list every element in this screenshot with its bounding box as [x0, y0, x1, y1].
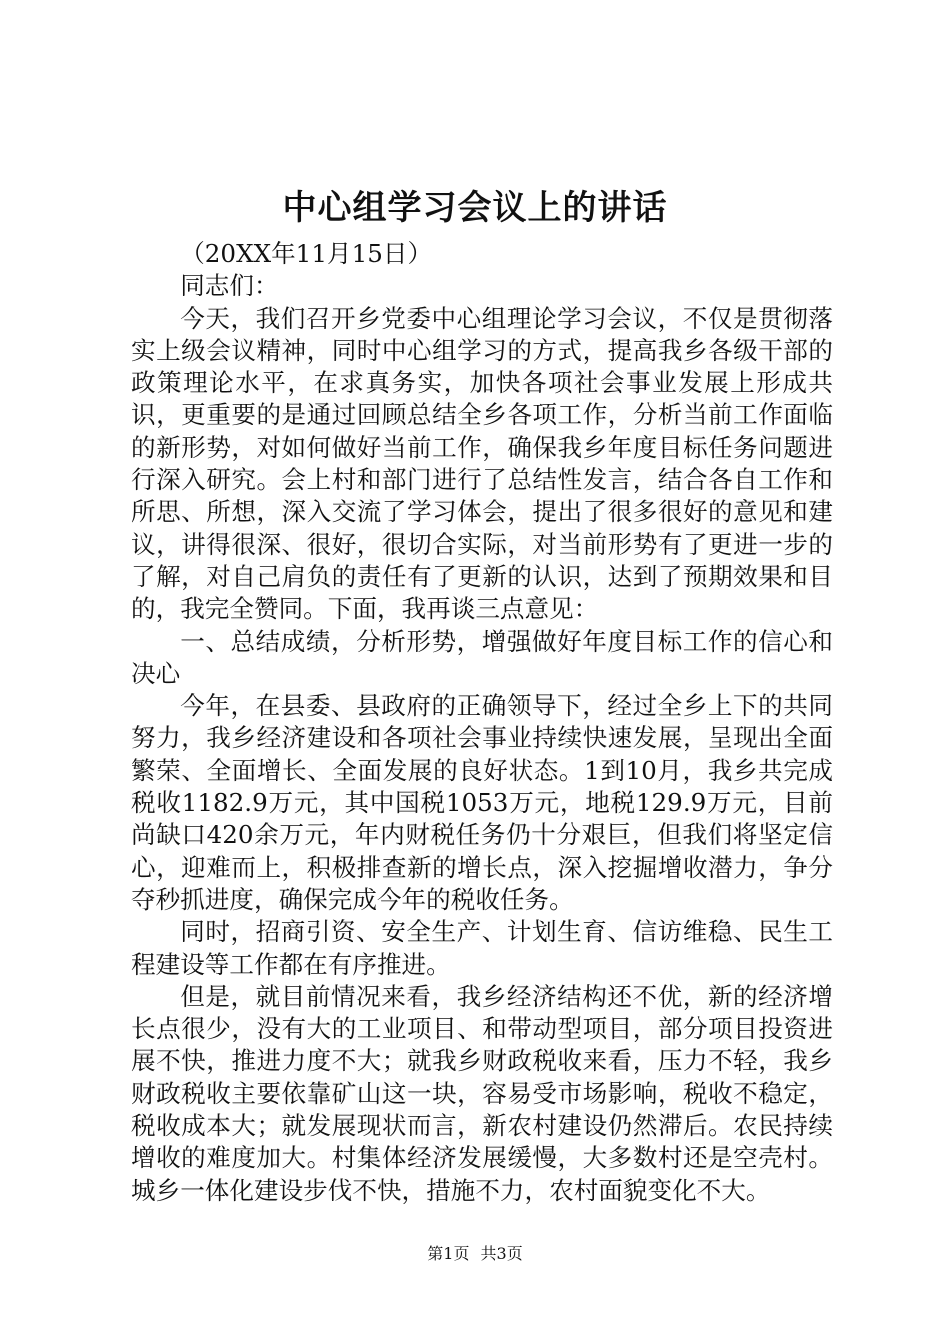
page-number-total: 共3页 [480, 1244, 523, 1263]
page-footer [0, 1242, 950, 1266]
date-line: （20XX年11月15日） [180, 239, 433, 268]
document-body [131, 238, 833, 1207]
paragraph-intro: 今天，我们召开乡党委中心组理论学习会议，不仅是贯彻落实上级会议精神，同时中心组学习的方式，提高我乡各级干部的政策理论水平，在求真务实，加快各项社会事业发展上形成共识，更重要的是通过回顾总结全乡各项工作，分析当前工作面临的新形势，对如何做好当前工作，确保我乡年度目标任务问题进行深入研究。会上村和部门进行了总结性发言，结合各自工作和所思、所想，深入交流了学习体会，提出了很多很好的意见和建议，讲得很深、很好，很切合实际，对当前形势有了更进一步的了解，对自己肩负的责任有了更新的认识，达到了预期效果和目的，我完全赞同。下面，我再谈三点意见： [131, 303, 833, 624]
paragraph-other-work: 同时，招商引资、安全生产、计划生育、信访维稳、民生工程建设等工作都在有序推进。 [131, 917, 833, 979]
paragraph-achievements: 今年，在县委、县政府的正确领导下，经过全乡上下的共同努力，我乡经济建设和各项社会事业持续快速发展，呈现出全面繁荣、全面增长、全面发展的良好状态。1到10月，我乡共完成税收1182.9万元，其中国税1053万元，地税129.9万元，目前尚缺口420余万元，年内财税任务仍十分艰巨，但我们将坚定信心，迎难而上，积极排查新的增长点，深入挖掘增收潜力，争分夺秒抓进度，确保完成今年的税收任务。 [131, 691, 833, 914]
salutation: 同志们： [180, 271, 279, 301]
section-heading-1: 一、总结成绩，分析形势，增强做好年度目标工作的信心和决心 [131, 626, 833, 688]
document-title: 中心组学习会议上的讲话 [282, 188, 668, 228]
paragraph-problems: 但是，就目前情况来看，我乡经济结构还不优，新的经济增长点很少，没有大的工业项目、和带动型项目，部分项目投资进展不快，推进力度不大；就我乡财政税收来看，压力不轻，我乡财政税收主要依靠矿山这一块，容易受市场影响，税收不稳定，税收成本大；就发展现状而言，新农村建设仍然滞后。农民持续增收的难度加大。村集体经济发展缓慢，大多数村还是空壳村。城乡一体化建设步伐不快，措施不力，农村面貌变化不大。 [131, 981, 833, 1205]
page-number-current: 第1页 [427, 1244, 470, 1263]
